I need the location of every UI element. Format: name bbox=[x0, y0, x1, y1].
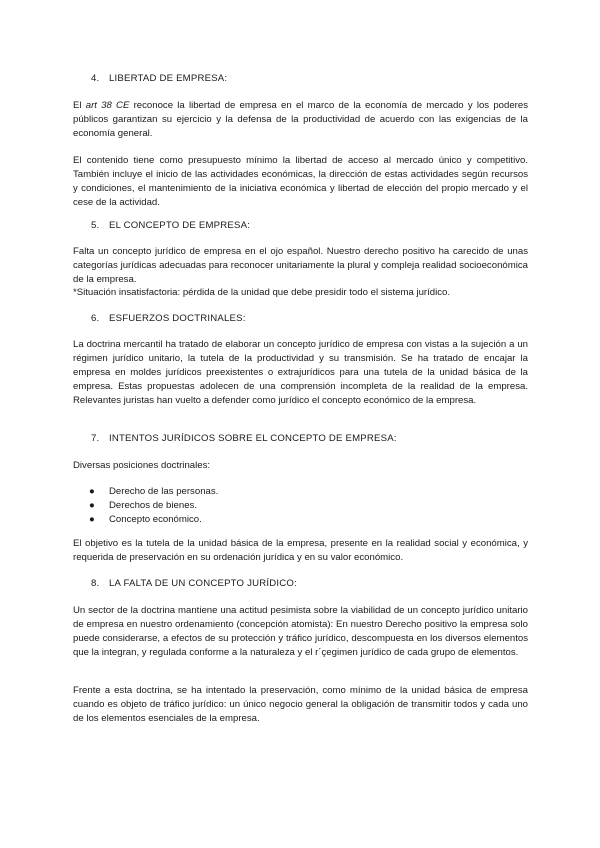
list-item-text: Derecho de las personas. bbox=[109, 486, 219, 497]
section-heading-8 bbox=[91, 577, 297, 591]
paragraph-concepto-empresa: Falta un concepto jurídico de empresa en el ojo español. Nuestro derecho positivo ha carecido de unas categorías jurídicas adecuadas para reconocer unitariamente la plural y compleja realidad socioeconómica de la empresa. bbox=[73, 246, 528, 285]
section-title: LA FALTA DE UN CONCEPTO JURÍDICO: bbox=[109, 578, 297, 589]
list-item bbox=[89, 499, 197, 513]
paragraph-posiciones-doctrinales: Diversas posiciones doctrinales: bbox=[73, 460, 211, 471]
section-title: LIBERTAD DE EMPRESA: bbox=[109, 73, 228, 84]
section-heading-6 bbox=[91, 312, 246, 326]
bullet-icon: ● bbox=[89, 514, 95, 525]
section-number: 7. bbox=[91, 433, 100, 444]
bullet-icon: ● bbox=[89, 486, 95, 497]
list-item bbox=[89, 485, 218, 499]
section-heading-4 bbox=[91, 72, 227, 86]
section-heading-5 bbox=[91, 219, 250, 233]
paragraph-text: El bbox=[73, 100, 86, 111]
paragraph-situacion-insatisfactoria: *Situación insatisfactoria: pérdida de la unidad que debe presidir todo el sistema jurídico. bbox=[73, 287, 451, 298]
section-number: 6. bbox=[91, 313, 100, 324]
list-item-text: Concepto económico. bbox=[109, 514, 202, 525]
paragraph-concepcion-atomista: Un sector de la doctrina mantiene una actitud pesimista sobre la viabilidad de un concepto jurídico unitario de empresa en nuestro ordenamiento (concepción atomista): En nuestro Derecho positivo la empresa solo puede considerarse, a efectos de su protección y tráfico jurídico, descompuesta en los diversos elementos que la integran, y regulada conforme a la naturaleza y el r´çegimen jurídico de cada grupo de elementos. bbox=[73, 605, 528, 658]
bullet-icon: ● bbox=[89, 500, 95, 511]
section-title: EL CONCEPTO DE EMPRESA: bbox=[109, 220, 251, 231]
paragraph-contenido: El contenido tiene como presupuesto mínimo la libertad de acceso al mercado único y competitivo. También incluye el inicio de las actividades económicas, la dirección de estas actividades según recursos y condiciones, el mantenimiento de la iniciativa económica y libertad de elección del propio mercado y el cese de la actividad. bbox=[73, 155, 528, 208]
section-heading-7 bbox=[91, 432, 397, 446]
list-item-text: Derechos de bienes. bbox=[109, 500, 197, 511]
section-number: 8. bbox=[91, 578, 100, 589]
section-title: INTENTOS JURÍDICOS SOBRE EL CONCEPTO DE EMPRESA: bbox=[109, 433, 397, 444]
paragraph-objetivo: El objetivo es la tutela de la unidad básica de la empresa, presente en la realidad social y económica, y requerida de preservación en su ordenación jurídica y en su valor económico. bbox=[73, 538, 528, 563]
paragraph-text: reconoce la libertad de empresa en el marco de la economía de mercado y los poderes públicos garantizan su ejercicio y la defensa de la productividad de acuerdo con las exigencias de la economía general. bbox=[73, 100, 528, 139]
paragraph-preservacion: Frente a esta doctrina, se ha intentado la preservación, como mínimo de la unidad básica de empresa cuando es objeto de tráfico jurídico: un único negocio general la obligación de transmitir todos y cada uno de los elementos esenciales de la empresa. bbox=[73, 685, 528, 724]
legal-reference: art 38 CE bbox=[85, 100, 130, 111]
paragraph-esfuerzos-doctrinales: La doctrina mercantil ha tratado de elaborar un concepto jurídico de empresa con vistas a la sujeción a un régimen jurídico unitario, la tutela de la productividad y su transmisión. Se ha tratado de encajar la empresa en moldes jurídicos preexistentes o extrajurídicos para una tutela de la unidad básica de la empresa. Estas propuestas adolecen de una comprensión incompleta de la realidad de la empresa. Relevantes juristas han vuelto a defender como jurídico el concepto económico de la empresa. bbox=[73, 339, 528, 406]
section-number: 5. bbox=[91, 220, 100, 231]
section-number: 4. bbox=[91, 73, 100, 84]
section-title: ESFUERZOS DOCTRINALES: bbox=[109, 313, 246, 324]
paragraph-libertad-empresa bbox=[73, 99, 528, 141]
list-item bbox=[89, 513, 202, 527]
